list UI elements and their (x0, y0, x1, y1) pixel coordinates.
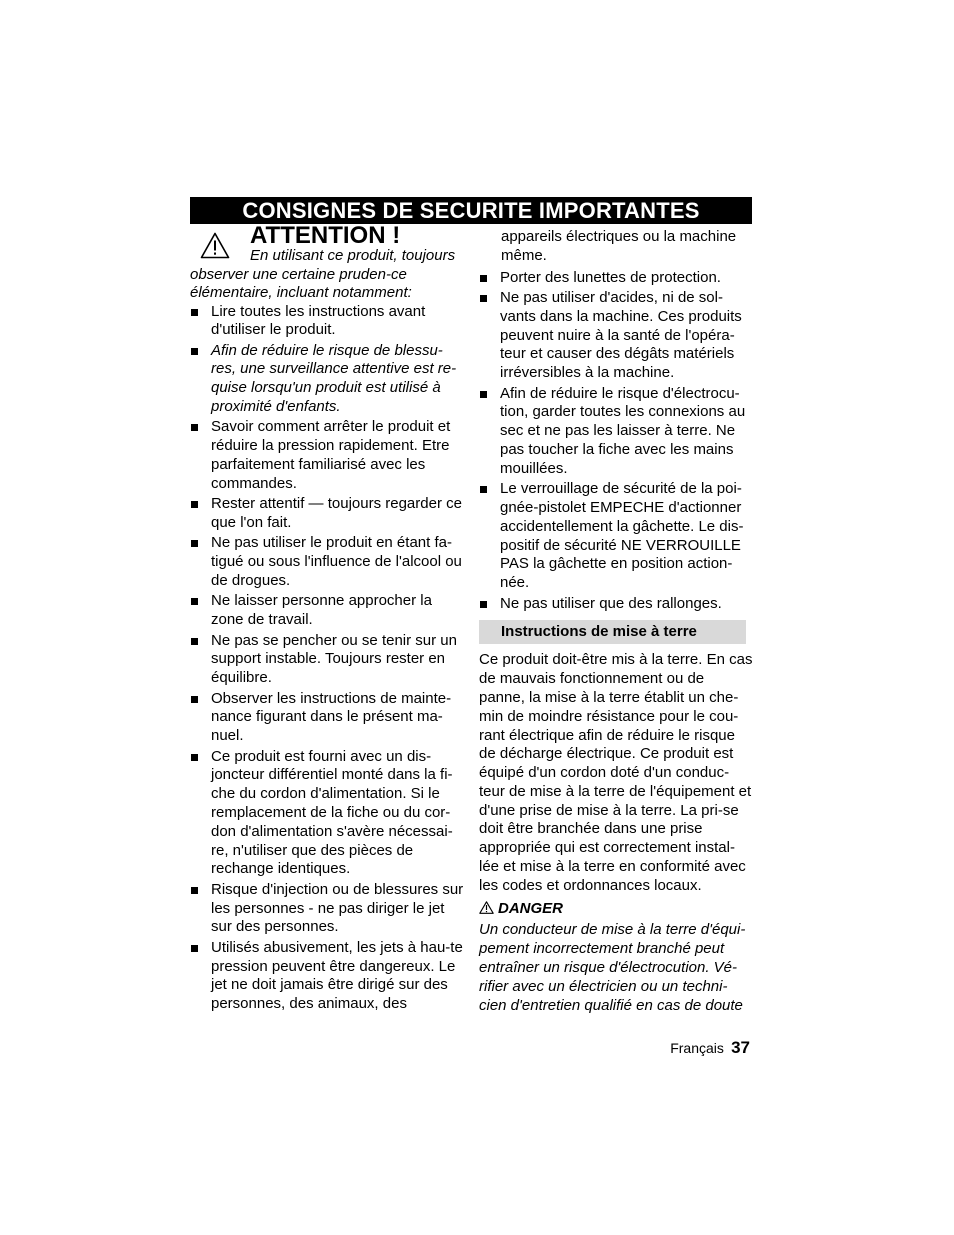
list-item (190, 690, 465, 746)
safety-list-left (190, 303, 465, 1014)
list-item-text: Observer les instructions de mainte-nance figurant dans le présent ma-nuel. (211, 689, 452, 745)
list-item (190, 303, 465, 341)
list-item (190, 342, 465, 417)
list-item (190, 592, 465, 630)
list-item-text: Savoir comment arrêter le produit et réduire la pression rapidement. Etre parfaitement familiarisé avec les commandes. (211, 418, 451, 492)
list-item-text: Utilisés abusivement, les jets à hau-te pression peuvent être dangereux. Le jet ne doit jamais être dirigé sur des personnes, des animaux, des (211, 938, 463, 1013)
grounding-paragraph: Ce produit doit-être mis à la terre. En cas de mauvais fonctionnement ou de panne, la mise à la terre établit un che-min de moindre résistance pour le cou-rant électrique afin de réduire le risque de décharge électrique. Ce produit est équipé d'un cordon doté d'un conduc-teur de mise à la terre de l'équipement et d'une prise de mise à la terre. La pri-se doit être branchée dans une prise appropriée qui est correctement instal-lée et mise à la terre en conformité avec les codes et ordonnances locaux. (479, 651, 753, 894)
list-item-text: Lire toutes les instructions avant d'utiliser le produit. (211, 302, 426, 339)
list-item (190, 495, 465, 533)
page-footer (670, 1039, 750, 1059)
danger-label: DANGER (498, 899, 564, 917)
list-item-text: Ne pas se pencher ou se tenir sur un support instable. Toujours rester en équilibre. (211, 631, 457, 687)
list-item (190, 881, 465, 937)
left-column (190, 222, 465, 1016)
page-number: 37 (731, 1038, 750, 1057)
list-item (479, 269, 753, 288)
list-item (190, 748, 465, 880)
list-item (190, 939, 465, 1014)
safety-list-right (479, 269, 753, 614)
list-item (479, 385, 753, 479)
list-item-text: Afin de réduire le risque de blessu-res, une surveillance attentive est re-quise lorsqu'un produit est utilisé à proximité d'enfants. (211, 341, 457, 416)
attention-intro-text: En utilisant ce produit, toujours observer une certaine pruden-ce élémentaire, incluant notamment: (190, 247, 456, 301)
list-item (479, 289, 753, 383)
list-item-text: Afin de réduire le risque d'électrocu-tion, garder toutes les connexions au sec et ne pas les laisser à terre. Ne pas toucher la fiche avec les mains mouillées. (500, 384, 746, 477)
section-heading-grounding: Instructions de mise à terre (479, 620, 746, 644)
attention-intro (190, 247, 465, 303)
page-title-banner: CONSIGNES DE SECURITE IMPORTANTES (190, 197, 752, 224)
list-item-text: Le verrouillage de sécurité de la poi-gnée-pistolet EMPECHE d'actionner accidentellement la gâchette. Le dis-positif de sécurité NE VERROUILLE PAS la gâchette en position action-née. (500, 480, 744, 592)
footer-language: Français (670, 1040, 724, 1056)
list-item (479, 595, 753, 614)
list-item-text: Ne pas utiliser d'acides, ni de sol-vants dans la machine. Ces produits peuvent nuire à la santé de l'opéra-teur et causer des dégâts matériels irréversibles à la machine. (500, 288, 742, 382)
list-item-text: Ne pas utiliser que des rallonges. (500, 594, 722, 612)
list-item-text: Risque d'injection ou de blessures sur les personnes - ne pas diriger le jet sur des personnes. (211, 880, 464, 936)
continuation-text: appareils électriques ou la machine même. (501, 228, 737, 264)
list-item-text: Ne laisser personne approcher la zone de travail. (211, 592, 432, 629)
right-column (479, 228, 753, 1015)
list-item (190, 534, 465, 590)
list-item (190, 418, 465, 493)
list-item-text: Porter des lunettes de protection. (500, 268, 721, 286)
list-item-text: Rester attentif — toujours regarder ce que l'on fait. (211, 495, 462, 532)
list-item-text: Ne pas utiliser le produit en étant fa-tigué ou sous l'influence de l'alcool ou de drogues. (211, 534, 462, 590)
danger-text: Un conducteur de mise à la terre d'équi-pement incorrectement branché peut entraîner un risque d'électrocution. Vé-rifier avec un électricien ou un techni-cien d'entretien qualifié en cas de doute (479, 921, 746, 1014)
danger-heading (479, 900, 753, 919)
list-item (479, 480, 753, 593)
list-item (190, 632, 465, 688)
attention-title: ATTENTION ! (250, 222, 401, 249)
warning-triangle-icon (479, 901, 494, 914)
list-item-text: Ce produit est fourni avec un dis-joncteur différentiel monté dans la fi-che du cordon d'alimentation. Si le remplacement de la fiche ou du cor-don d'alimentation s'avère nécessai-re, n'utiliser que des pièces de rechange identiques. (211, 747, 453, 878)
